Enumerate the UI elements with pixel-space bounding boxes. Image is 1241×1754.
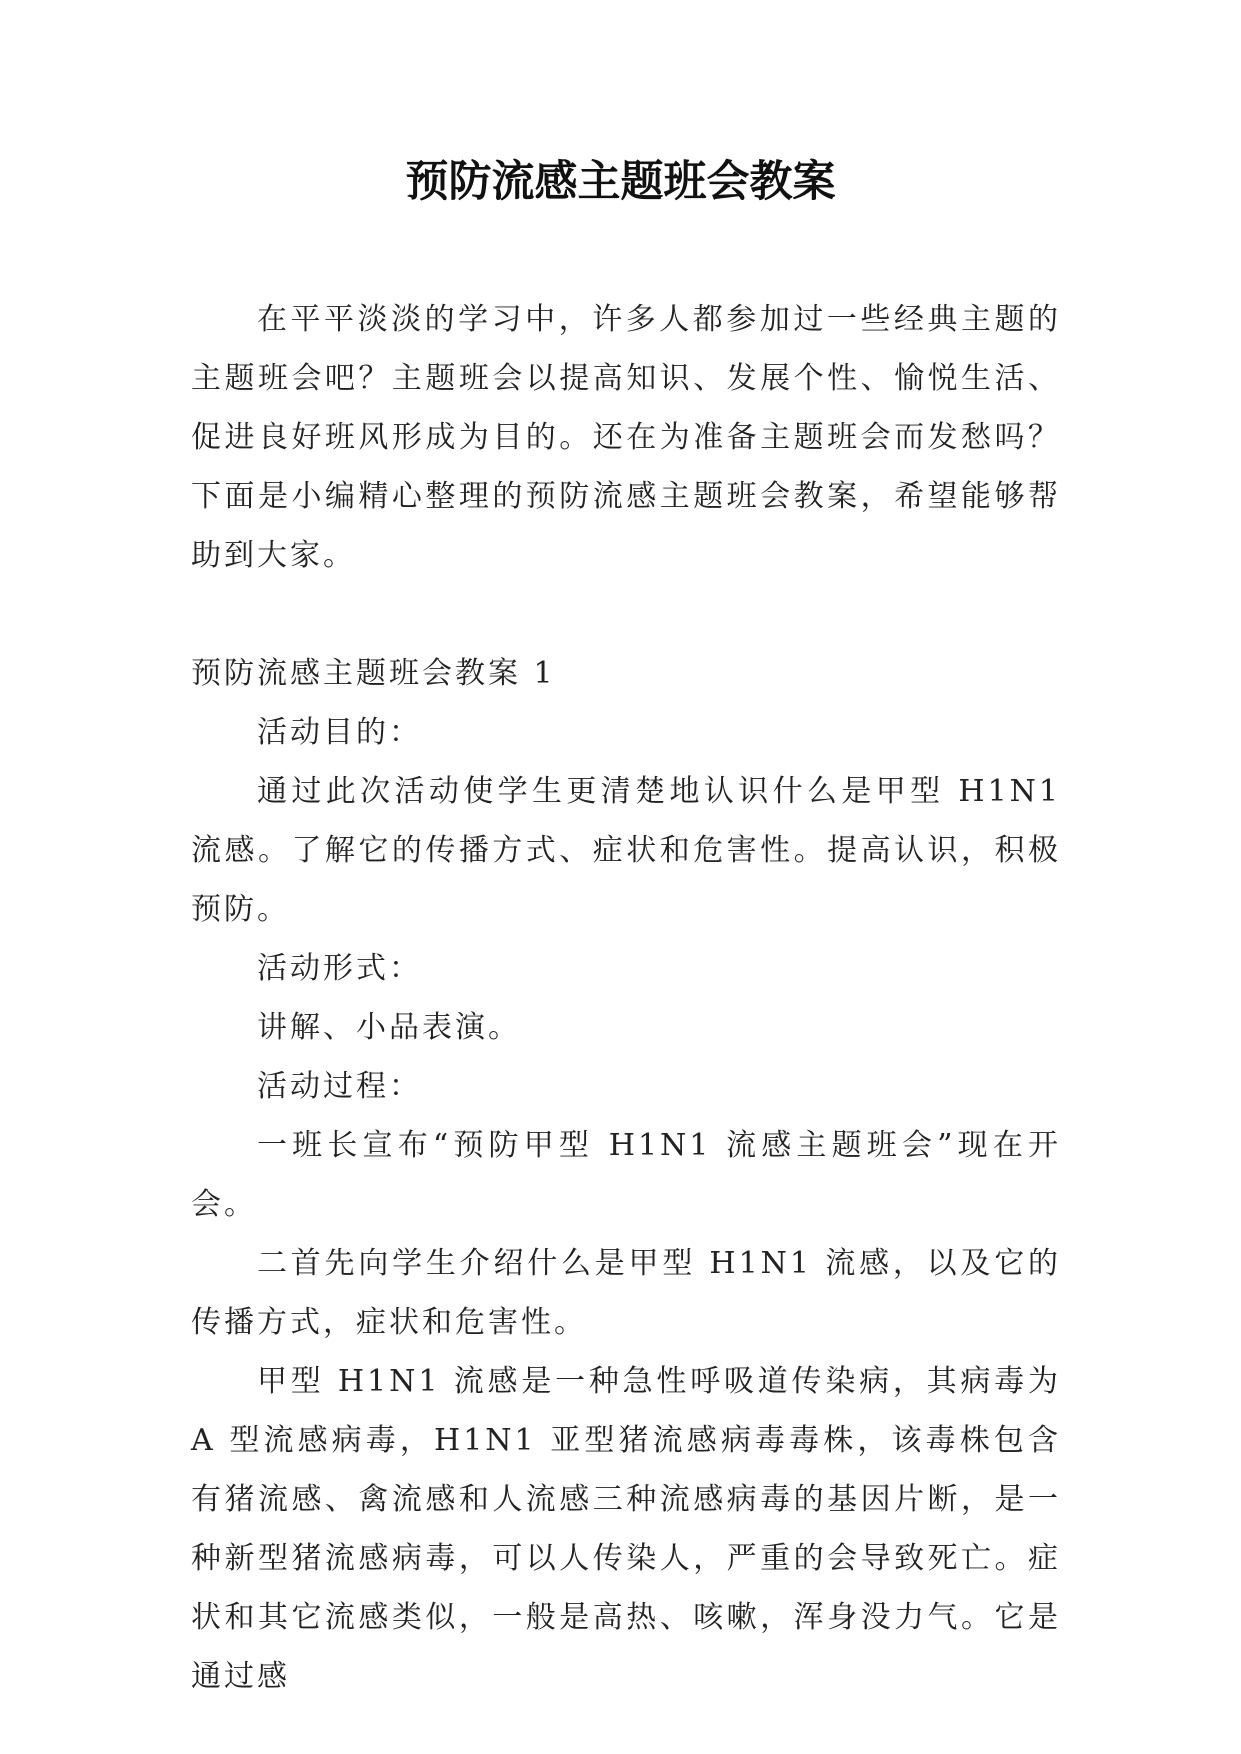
paragraph-activity-form: 讲解、小品表演。	[257, 1010, 521, 1045]
label-activity-form: 活动形式：	[257, 951, 422, 986]
document-title: 预防流感主题班会教案	[405, 157, 836, 207]
paragraph-step-two: 二首先向学生介绍什么是甲型 H1N1 流感，以及它的传播方式，症状和危害性。	[191, 1246, 1061, 1340]
intro-paragraph: 在平平淡淡的学习中，许多人都参加过一些经典主题的主题班会吧？主题班会以提高知识、发展个性、愉悦生活、促进良好班风形成为目的。还在为准备主题班会而发愁吗？下面是小编精心整理的预防流感主题班会教案，希望能够帮助到大家。	[191, 302, 1061, 573]
section-heading: 预防流感主题班会教案 1	[191, 656, 556, 691]
paragraph-step-one: 一班长宣布“预防甲型 H1N1 流感主题班会”现在开会。	[191, 1128, 1061, 1222]
paragraph-activity-goal: 通过此次活动使学生更清楚地认识什么是甲型 H1N1 流感。了解它的传播方式、症状和危害性。提高认识，积极预防。	[191, 774, 1061, 927]
paragraph-gap	[191, 585, 1061, 644]
label-activity-goal: 活动目的：	[257, 715, 422, 750]
paragraph-h1n1-description: 甲型 H1N1 流感是一种急性呼吸道传染病，其病毒为 A 型流感病毒，H1N1 亚型猪流感病毒毒株，该毒株包含有猪流感、禽流感和人流感三种流感病毒的基因片断，是一种新型猪流感病毒，可以人传染人，严重的会导致死亡。症状和其它流感类似，一般是高热、咳嗽，浑身没力气。它是通过感	[191, 1364, 1061, 1694]
document-body	[191, 290, 1061, 1706]
label-activity-process: 活动过程：	[257, 1069, 422, 1104]
